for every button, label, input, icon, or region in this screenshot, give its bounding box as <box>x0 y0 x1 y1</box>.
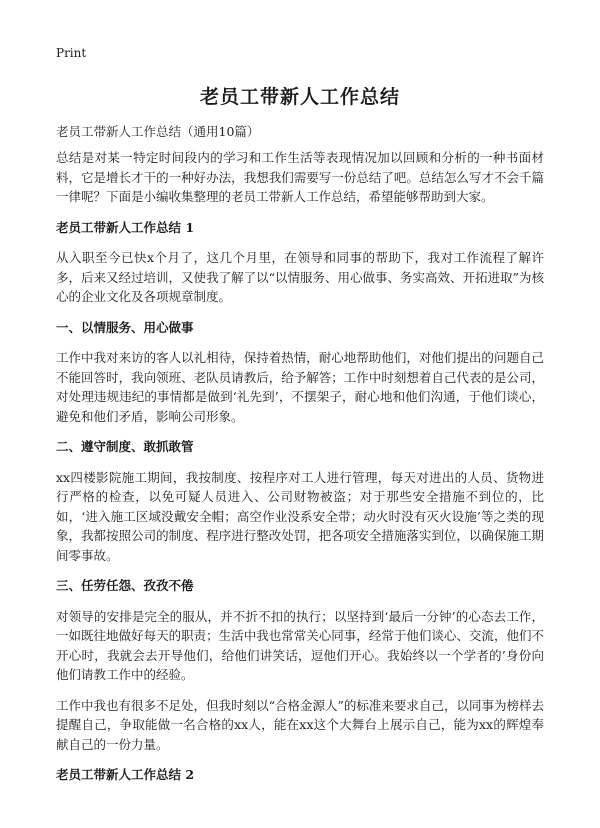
rules-paragraph: xx四楼影院施工期间，我按制度、按程序对工人进行管理，每天对进出的人员、货物进行严格的检查，以免可疑人员进入、公司财物被盗；对于那些安全措施不到位的，比如，‘进入施工区域没戴安全帽；高空作业没系安全带；动火时没有灭火设施’等之类的现象，我都按照公司的制度、程序进行整改处罚，把各项安全措施落实到位，以确保施工期间零事故。 <box>56 469 544 563</box>
closing-paragraph: 工作中我也有很多不足处，但我时刻以“合格金源人”的标准来要求自己，以同事为榜样去提醒自己，争取能做一名合格的xx人，能在xx这个大舞台上展示自己，能为xx的辉煌奉献自己的一份力量。 <box>56 697 544 752</box>
subheading-service: 一、以情服务、用心做事 <box>56 319 194 335</box>
document-body <box>56 148 544 796</box>
section1-paragraph: 从入职至今已快x个月了，这几个月里，在领导和同事的帮助下，我对工作流程了解许多，后来又经过培训，又使我了解了以“以情服务、用心做事、务实高效、开拓进取”为核心的企业文化及各项规章制度。 <box>56 250 544 304</box>
section-heading-1: 老员工带新人工作总结 1 <box>56 219 195 235</box>
service-paragraph: 工作中我对来访的客人以礼相待，保持着热情，耐心地帮助他们，对他们提出的问题自己不能回答时，我向领班、老队员请教后，给予解答；工作中时刻想着自己代表的是公司，对处理违规违纪的事情都是做到‘礼先到’，不摆架子，耐心地和他们沟通，于他们谈心，避免和他们矛盾，影响公司形象。 <box>56 350 544 424</box>
diligence-paragraph: 对领导的安排是完全的服从，并不折不扣的执行；以坚持到‘最后一分钟’的心态去工作，一如既往地做好每天的职责；生活中我也常常关心同事，经常于他们谈心、交流，他们不开心时，我就会去开导他们，给他们讲笑话，逗他们开心。我始终以一个学者的’身份向他们请教工作中的经验。 <box>56 608 544 682</box>
intro-paragraph: 总结是对某一特定时间段内的学习和工作生活等表现情况加以回顾和分析的一种书面材料，它是增长才干的一种好办法，我想我们需要写一份总结了吧。总结怎么写才不会千篇一律呢？下面是小编收集整理的老员工带新人工作总结，希望能够帮助到大家。 <box>56 150 544 204</box>
subheading-rules: 二、遵守制度、敢抓敢管 <box>56 439 194 454</box>
page-title: 老员工带新人工作总结 <box>199 86 400 108</box>
document-subtitle: 老员工带新人工作总结（通用10篇） <box>56 124 260 139</box>
subheading-diligence: 三、任劳任怨、孜孜不倦 <box>56 578 194 593</box>
section-heading-2: 老员工带新人工作总结 2 <box>56 767 195 782</box>
print-link[interactable]: Print <box>56 46 87 60</box>
